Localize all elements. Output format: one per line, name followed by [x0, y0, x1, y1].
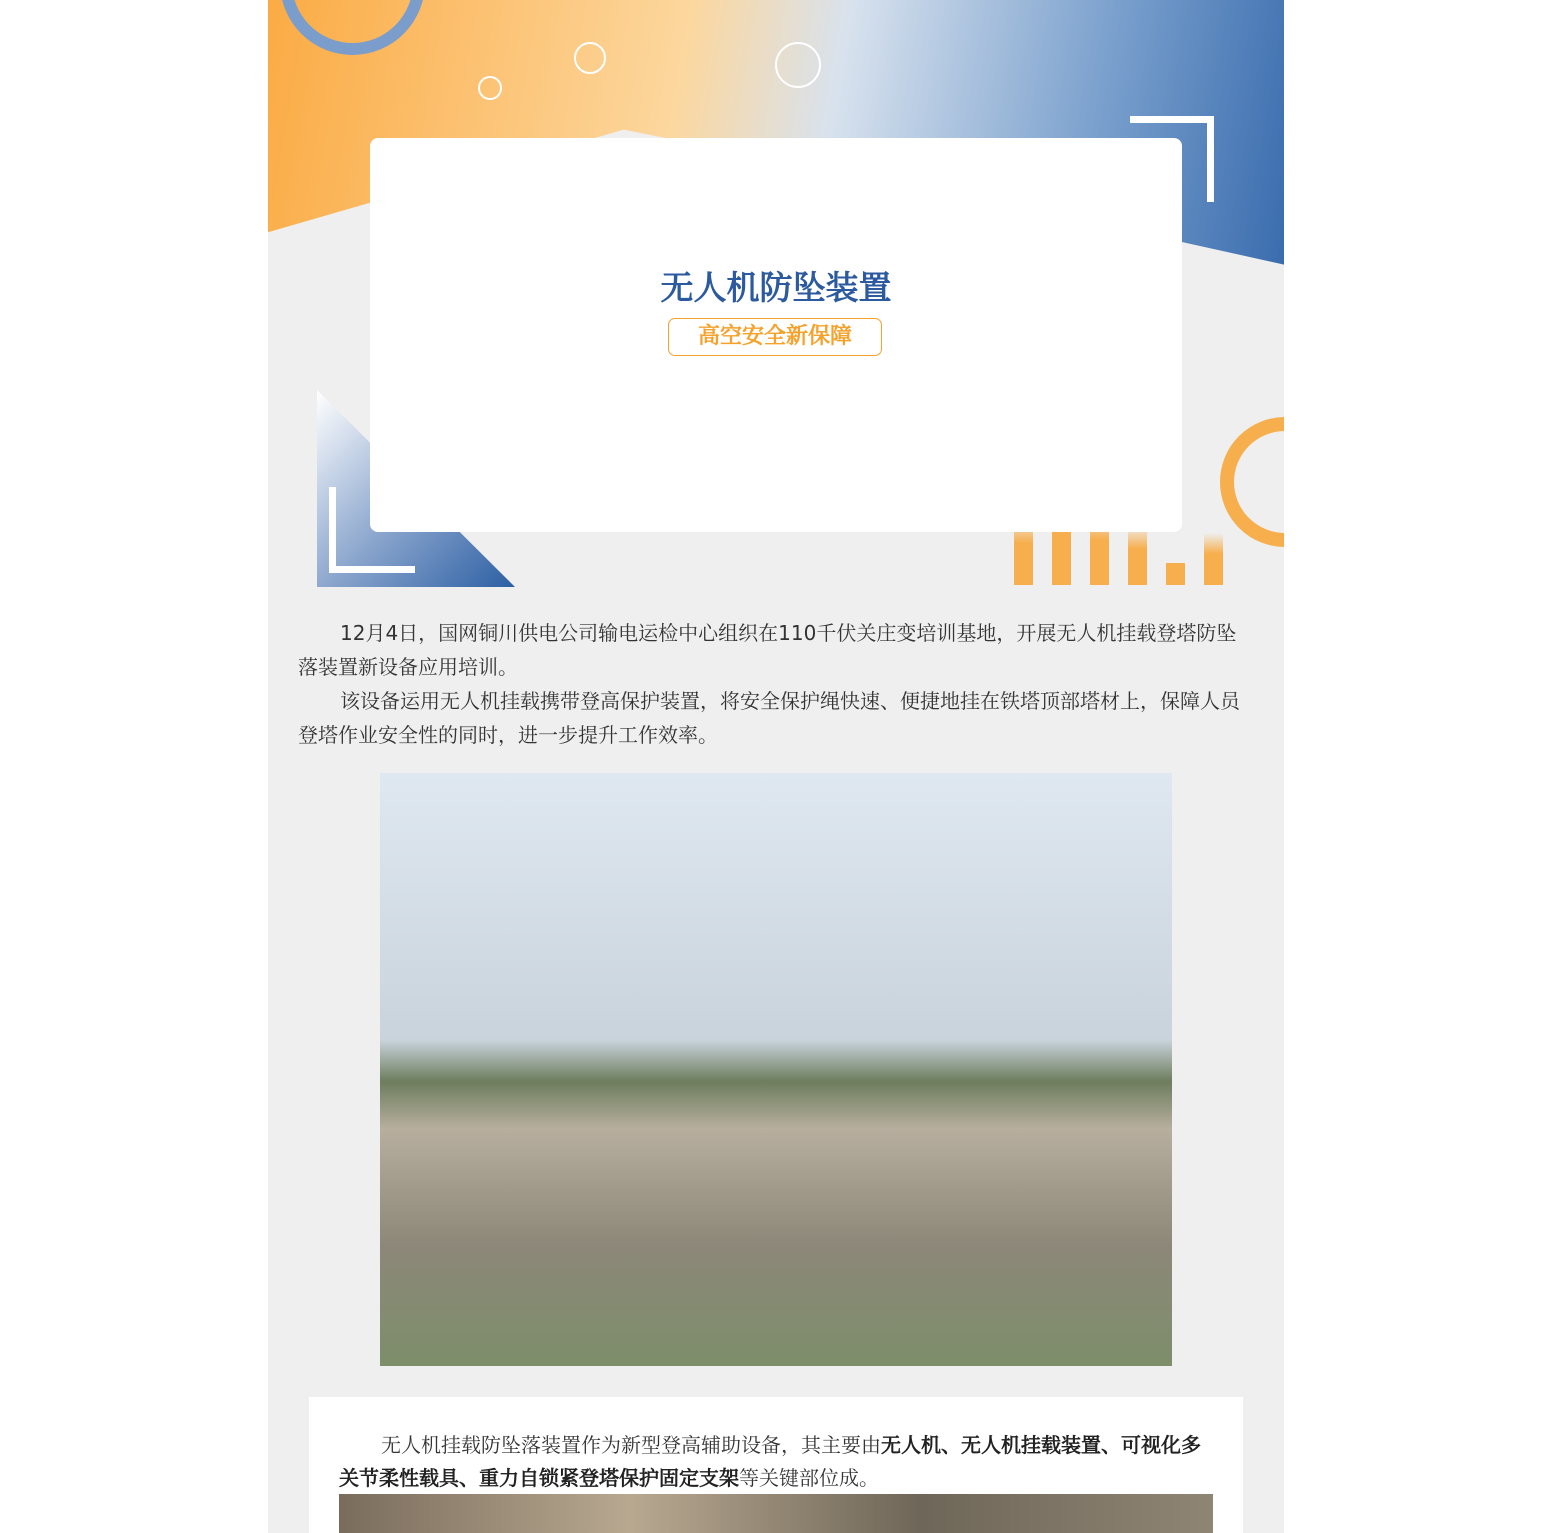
subtitle-badge: 高空安全新保障 [668, 318, 882, 356]
info-text: 无人机挂载防坠落装置作为新型登高辅助设备，其主要由无人机、无人机挂载装置、可视化多关节柔性载具、重力自锁紧登塔保护固定支架等关键部位成。 [339, 1433, 1201, 1490]
page-title: 无人机防坠装置 [660, 268, 892, 307]
paragraph: 12月4日，国网铜川供电公司输电运检中心组织在110千伏关庄变培训基地，开展无人机挂载登塔防坠落装置新设备应用培训。 [298, 621, 1237, 679]
decor-bubble [775, 42, 821, 88]
decor-bubble [574, 42, 606, 74]
drone-training-photo [380, 773, 1172, 1366]
decor-ring [1220, 417, 1284, 547]
decor-bubble [478, 76, 502, 100]
article-page [268, 0, 1284, 1533]
paragraph: 该设备运用无人机挂载携带登高保护装置，将安全保护绳快速、便捷地挂在铁塔顶部塔材上，保障人员登塔作业安全性的同时，进一步提升工作效率。 [298, 689, 1240, 747]
device-photo [339, 1494, 1213, 1533]
info-box [309, 1397, 1243, 1533]
